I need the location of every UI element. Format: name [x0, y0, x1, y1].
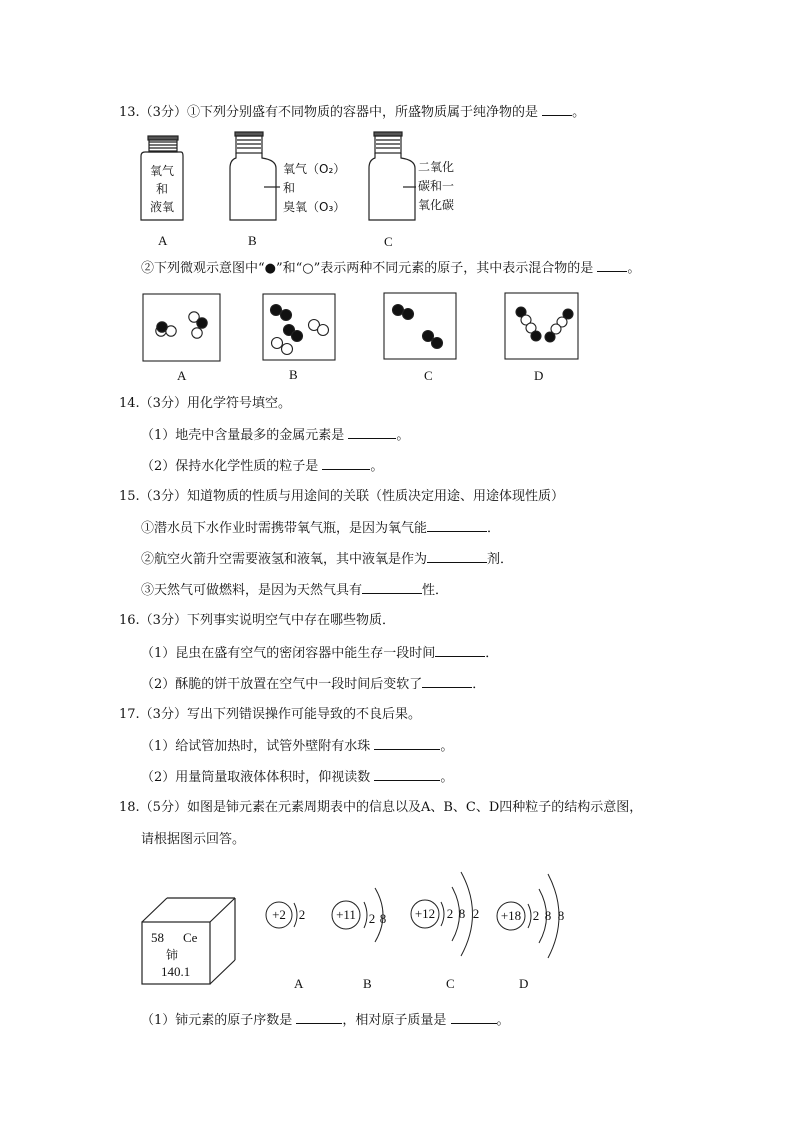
- micro-box-b: [263, 294, 335, 360]
- q15-part-1: ①潜水员下水作业时需携带氧气瓶，是因为氧气能 ．: [141, 521, 501, 536]
- micro-label-a: A: [177, 368, 187, 383]
- bottle-c-line-2: 碳和一: [418, 179, 455, 193]
- q17-blank-2[interactable]: [374, 768, 440, 781]
- q18-title-cont: 请根据图示回答。: [141, 832, 246, 847]
- micro-box-a: [143, 294, 220, 361]
- q16-part-2: （2）酥脆的饼干放置在空气中一段时间后变软了 ．: [141, 677, 486, 692]
- q16-blank-2[interactable]: [422, 675, 472, 688]
- q15-title: 15.（3分）知道物质的性质与用途间的关联（性质决定用途、用途体现性质）: [119, 489, 564, 504]
- bottle-b-line-3: 臭氧（O₃）: [283, 200, 346, 214]
- micro-box-c: [384, 293, 456, 359]
- cube-atomic-mass: 140.1: [161, 964, 191, 979]
- q18-blank-1[interactable]: [296, 1011, 342, 1024]
- bottle-label-a: A: [158, 233, 168, 248]
- cube-symbol: Ce: [183, 930, 198, 945]
- atom-c-shell-1: 2: [446, 906, 454, 921]
- bottle-a-line-2: 和: [155, 182, 169, 196]
- q16-blank-1[interactable]: [435, 644, 485, 657]
- atom-c-shell-3: 2: [472, 906, 480, 921]
- cube-atomic-number: 58: [151, 930, 164, 945]
- q13-sub2: ②下列微观示意图中“●”和“○”表示两种不同元素的原子，其中表示混合物的是 。: [141, 261, 641, 276]
- bottle-c-line-3: 氧化碳: [418, 198, 455, 212]
- q15-part-3: ③天然气可做燃料，是因为天然气具有 性．: [141, 583, 449, 598]
- q18-title: 18.（5分）如图是铈元素在元素周期表中的信息以及A、B、C、D四种粒子的结构示意图，: [119, 800, 643, 815]
- q18-blank-2[interactable]: [451, 1011, 497, 1024]
- bottle-c-line-1: 二氧化: [418, 160, 455, 174]
- cube-element-name: 铈: [166, 948, 179, 962]
- micro-label-d: D: [534, 368, 544, 383]
- q17-part-2: （2）用量筒量取液体体积时，仰视读数 。: [141, 770, 454, 785]
- atom-a-nucleus: +2: [272, 907, 286, 922]
- atom-c-shell-2: 8: [458, 906, 466, 921]
- q15-blank-2[interactable]: [427, 550, 487, 563]
- q15-blank-3[interactable]: [362, 581, 422, 594]
- bottle-a-line-1: 氧气: [149, 164, 175, 178]
- atom-b-label: B: [363, 976, 372, 991]
- atom-c-nucleus: +12: [414, 906, 436, 921]
- q14-blank-1[interactable]: [348, 426, 396, 439]
- atom-d-shell-3: 8: [557, 908, 565, 923]
- q16-title: 16.（3分）下列事实说明空气中存在哪些物质．: [119, 613, 395, 628]
- q16-part-1: （1）昆虫在盛有空气的密闭容器中能生存一段时间 ．: [141, 646, 499, 661]
- atom-d-nucleus: +18: [500, 908, 522, 923]
- q15-blank-1[interactable]: [427, 519, 487, 532]
- atom-a-label: A: [294, 976, 304, 991]
- micro-label-c: C: [424, 368, 433, 383]
- q17-part-1: （1）给试管加热时，试管外壁附有水珠 。: [141, 739, 454, 754]
- q15-part-2: ②航空火箭升空需要液氢和液氧，其中液氧是作为 剂．: [141, 552, 514, 567]
- bottle-c: [369, 132, 416, 220]
- atom-d-shell-1: 2: [532, 908, 540, 923]
- bottle-label-b: B: [248, 233, 257, 248]
- atom-b-nucleus: +11: [336, 907, 356, 922]
- q17-title: 17.（3分）写出下列错误操作可能导致的不良后果。: [119, 707, 421, 722]
- atom-d-label: D: [519, 976, 529, 991]
- atom-a-shell-1: 2: [298, 907, 306, 922]
- atom-b-shell-2: 8: [379, 911, 387, 926]
- bottle-b-line-2: 和: [283, 181, 296, 195]
- q14-part-1: （1）地壳中含量最多的金属元素是 。: [141, 428, 410, 443]
- q17-blank-1[interactable]: [374, 737, 440, 750]
- q14-part-2: （2）保持水化学性质的粒子是 。: [141, 459, 384, 474]
- bottle-b-line-1: 氧气（O₂）: [283, 162, 346, 176]
- micro-label-b: B: [289, 367, 298, 382]
- q14-blank-2[interactable]: [322, 457, 370, 470]
- q14-title: 14.（3分）用化学符号填空。: [119, 396, 291, 411]
- atom-d-shell-2: 8: [544, 908, 552, 923]
- q13-blank-2[interactable]: [597, 259, 627, 272]
- bottle-label-c: C: [384, 234, 393, 249]
- atom-c-label: C: [446, 976, 455, 991]
- atom-b-shell-1: 2: [368, 911, 376, 926]
- bottle-b: [230, 132, 280, 220]
- q13-title: 13.（3分）①下列分别盛有不同物质的容器中，所盛物质属于纯净物的是 。: [119, 105, 586, 120]
- q18-part-1: （1）铈元素的原子序数是 ，相对原子质量是 。: [141, 1013, 510, 1028]
- micro-box-d: [505, 293, 578, 359]
- bottle-a-line-3: 液氧: [149, 200, 175, 214]
